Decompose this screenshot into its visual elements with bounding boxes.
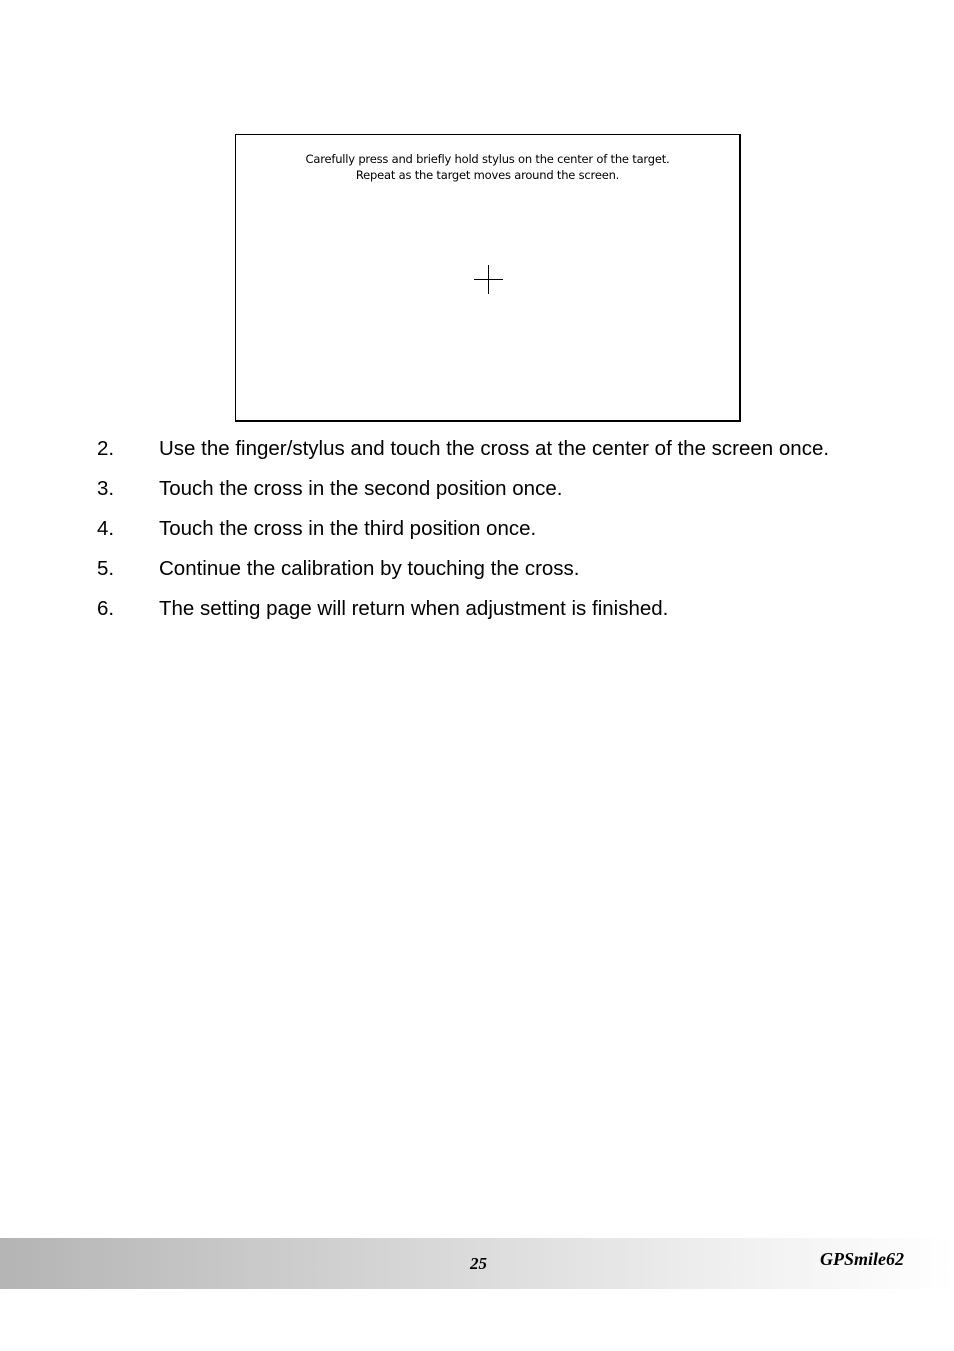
crosshair-vertical-line xyxy=(488,265,489,294)
calibration-screen-figure xyxy=(235,134,741,422)
step-number: 5. xyxy=(97,557,115,580)
instruction-line: Carefully press and briefly hold stylus on the center of the target. xyxy=(305,152,670,166)
calibration-instructions xyxy=(236,151,739,183)
page-number: 25 xyxy=(470,1254,487,1273)
step-text: The setting page will return when adjustment is finished. xyxy=(159,597,669,620)
list-item xyxy=(97,596,857,622)
product-name: GPSmile62 xyxy=(820,1249,904,1269)
page-footer xyxy=(0,1238,954,1289)
list-item xyxy=(97,556,857,582)
step-number: 3. xyxy=(97,477,115,500)
step-number: 2. xyxy=(97,437,115,460)
step-number: 6. xyxy=(97,597,115,620)
step-text: Use the finger/stylus and touch the cross at the center of the screen once. xyxy=(159,437,830,460)
calibration-steps-list xyxy=(97,436,857,636)
crosshair-target-icon[interactable] xyxy=(474,265,503,294)
step-number: 4. xyxy=(97,517,115,540)
list-item xyxy=(97,436,857,462)
step-text: Touch the cross in the second position once. xyxy=(159,477,563,500)
step-text: Continue the calibration by touching the cross. xyxy=(159,557,580,580)
instruction-line: Repeat as the target moves around the screen. xyxy=(355,168,620,182)
list-item xyxy=(97,476,857,502)
step-text: Touch the cross in the third position once. xyxy=(159,517,537,540)
list-item xyxy=(97,516,857,542)
